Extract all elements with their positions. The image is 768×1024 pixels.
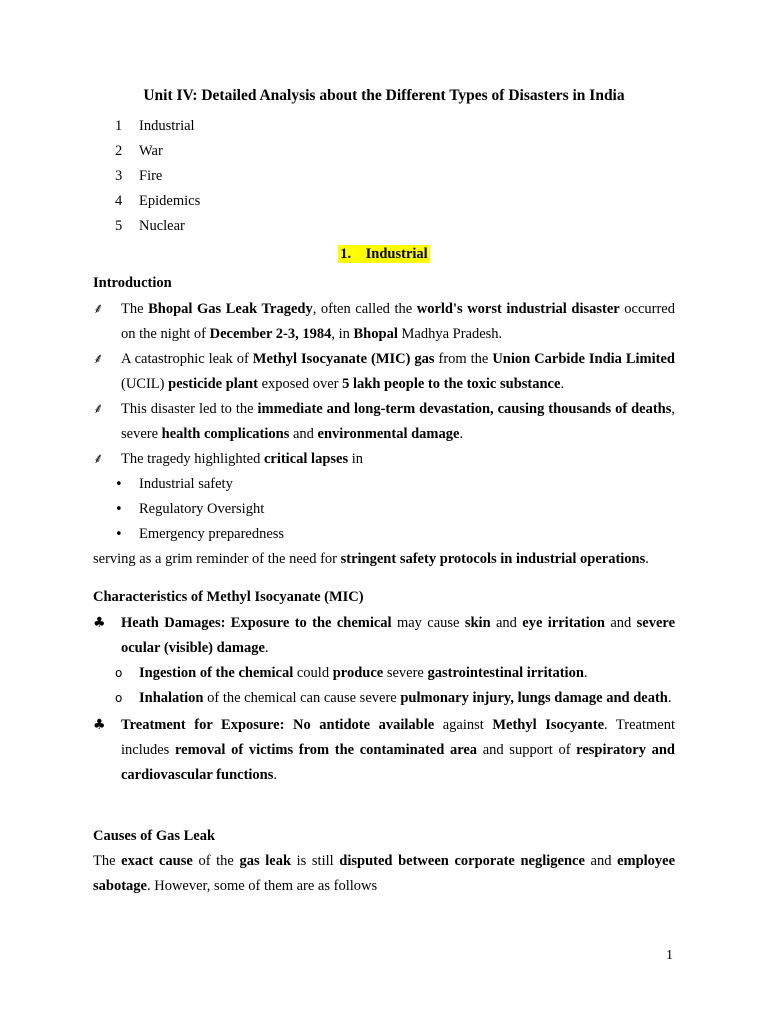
leaf-bullet-icon: ⸙ [93, 401, 104, 417]
intro-bullet [93, 297, 675, 347]
toc-number: 5 [115, 218, 123, 234]
mic-bullet [93, 611, 675, 661]
toc-item [115, 191, 200, 216]
section-heading-highlight: 1. Industrial [340, 246, 428, 262]
toc-item [115, 141, 200, 166]
toc-item [115, 166, 200, 191]
intro-bullet [93, 397, 675, 447]
bullet-text: The tragedy highlighted critical lapses in [121, 451, 364, 467]
toc-list [115, 116, 200, 241]
club-bullet-icon: ♣ [93, 717, 106, 733]
intro-bullet [93, 447, 675, 472]
toc-label: Industrial [139, 118, 195, 134]
toc-number: 1 [115, 118, 123, 134]
lapse-item [93, 522, 675, 547]
leaf-bullet-icon: ⸙ [93, 451, 104, 467]
circle-bullet-icon: o [115, 666, 123, 680]
mic-section [93, 585, 675, 788]
mic-heading: Characteristics of Methyl Isocyanate (MIC) [93, 589, 364, 605]
toc-label: Nuclear [139, 218, 185, 234]
page-number: 1 [666, 948, 673, 963]
lapse-item [93, 497, 675, 522]
mic-sub-item [93, 661, 675, 686]
lapse-text: Emergency preparedness [139, 526, 285, 542]
bullet-text: Heath Damages: Exposure to the chemical may cause skin and eye irritation and severe ocular (visible) damage. [121, 615, 675, 656]
mic-bullet [93, 713, 675, 788]
toc-number: 2 [115, 143, 123, 159]
sub-text: Inhalation of the chemical can cause severe pulmonary injury, lungs damage and death. [139, 690, 672, 706]
section-heading [0, 246, 768, 263]
circle-bullet-icon: o [115, 691, 123, 705]
dot-bullet-icon: • [115, 527, 123, 542]
bullet-text: A catastrophic leak of Methyl Isocyanate (MIC) gas from the Union Carbide India Limited (UCIL) pesticide plant exposed over 5 lakh people to the toxic substance. [121, 351, 675, 392]
toc-label: Fire [139, 168, 163, 184]
bullet-text: The Bhopal Gas Leak Tragedy, often called the world's worst industrial disaster occurred on the night of December 2-3, 1984, in Bhopal Madhya Pradesh. [121, 301, 675, 342]
leaf-bullet-icon: ⸙ [93, 301, 104, 317]
causes-heading: Causes of Gas Leak [93, 828, 216, 844]
toc-number: 4 [115, 193, 123, 209]
mic-sub-item [93, 686, 675, 711]
club-bullet-icon: ♣ [93, 615, 106, 631]
toc-number: 3 [115, 168, 123, 184]
toc-label: War [139, 143, 163, 159]
page-title: Unit IV: Detailed Analysis about the Different Types of Disasters in India [143, 87, 625, 104]
sub-text: Ingestion of the chemical could produce severe gastrointestinal irritation. [139, 665, 588, 681]
dot-bullet-icon: • [115, 502, 123, 517]
dot-bullet-icon: • [115, 477, 123, 492]
intro-section [93, 271, 675, 572]
lapse-item [93, 472, 675, 497]
intro-heading: Introduction [93, 275, 172, 291]
lapse-text: Industrial safety [139, 476, 233, 492]
toc-item [115, 216, 200, 241]
causes-section [93, 824, 675, 899]
bullet-text: This disaster led to the immediate and long-term devastation, causing thousands of deaths, severe health complications and environmental damage. [121, 401, 676, 442]
toc-label: Epidemics [139, 193, 201, 209]
lapse-text: Regulatory Oversight [139, 501, 265, 517]
toc-item [115, 116, 200, 141]
causes-text: The exact cause of the gas leak is still disputed between corporate negligence and employee sabotage. However, some of them are as follows [93, 853, 676, 894]
bullet-text: Treatment for Exposure: No antidote available against Methyl Isocyante. Treatment includes removal of victims from the contaminated area and support of respiratory and cardiovascular functions. [121, 717, 676, 783]
leaf-bullet-icon: ⸙ [93, 351, 104, 367]
intro-bullet [93, 347, 675, 397]
reminder-text: serving as a grim reminder of the need for stringent safety protocols in industrial operations. [93, 551, 649, 567]
